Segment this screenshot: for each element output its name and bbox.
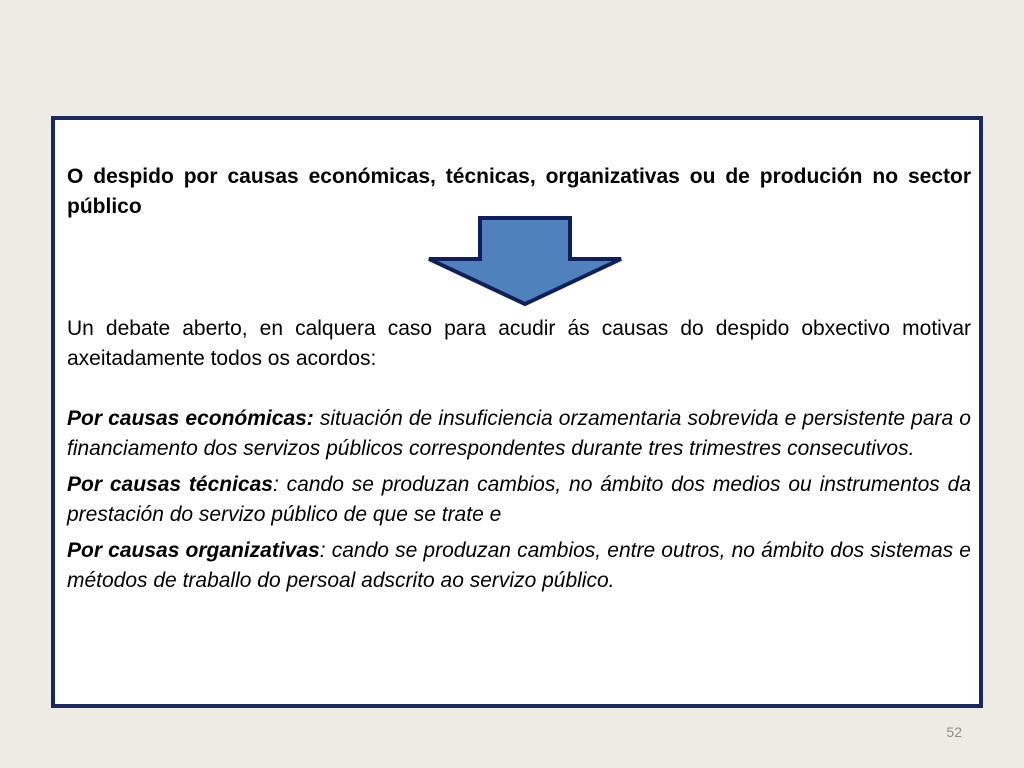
item-term: Por causas económicas: xyxy=(67,407,314,430)
down-arrow-icon xyxy=(425,214,625,308)
slide-title: O despido por causas económicas, técnicas, organizativas ou de produción no sector público xyxy=(67,165,971,218)
item-organizational xyxy=(67,536,971,596)
item-technical xyxy=(67,470,971,530)
item-term: Por causas técnicas xyxy=(67,473,273,496)
spacer xyxy=(67,374,971,404)
item-term: Por causas organizativas xyxy=(67,539,320,562)
arrow-container xyxy=(67,222,971,314)
intro-paragraph: Un debate aberto, en calquera caso para acudir ás causas do despido obxectivo motivar axeitadamente todos os acordos: xyxy=(67,317,971,370)
page-number: 52 xyxy=(946,724,962,740)
content-frame xyxy=(51,116,983,708)
item-economic xyxy=(67,404,971,464)
item-text: : cando se produzan cambios, entre outros, no ámbito dos sistemas e métodos de traballo do persoal adscrito ao servizo público. xyxy=(67,539,971,592)
item-text: : cando se produzan cambios, no ámbito dos medios ou instrumentos da prestación do servizo público de que se trate e xyxy=(67,473,972,526)
item-text: situación de insuficiencia orzamentaria sobrevida e persistente para o financiamento dos servizos públicos correspondentes durante tres trimestres consecutivos. xyxy=(67,407,971,460)
content-body xyxy=(67,162,971,596)
